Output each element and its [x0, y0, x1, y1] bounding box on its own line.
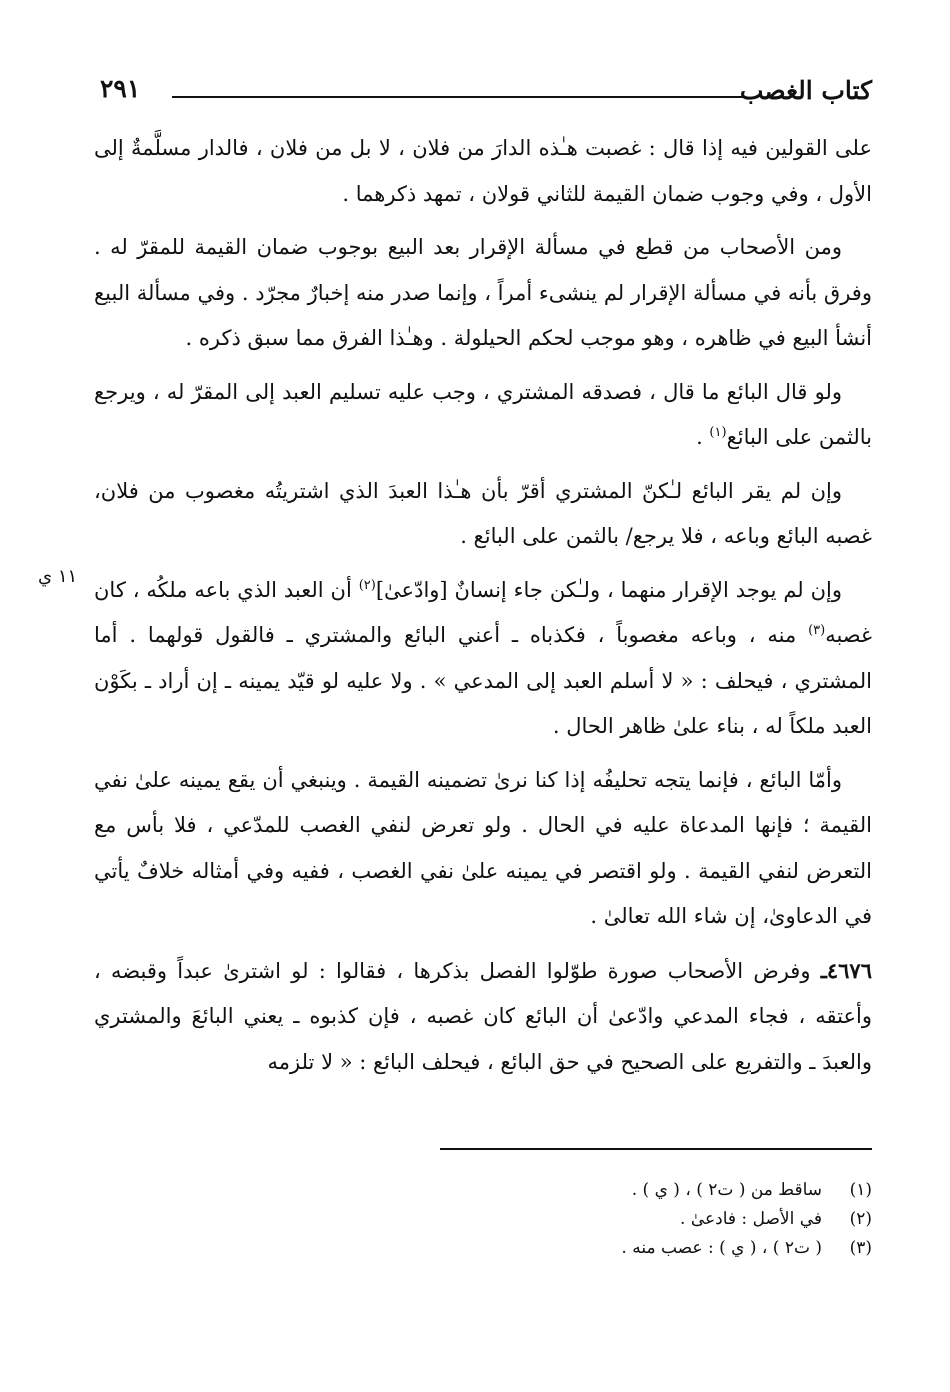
paragraph-text: ولو قال البائع ما قال ، فصدقه المشتري ، وجب عليه تسليم العبد إلى المقرّ له ، ويرجع بالثمن على البائع [94, 379, 872, 449]
paragraph [94, 370, 872, 461]
footnote-text: ساقط من ( ت٢ ) ، ( ي ) . [631, 1180, 822, 1200]
footnote-text: في الأصل : فادعىٰ . [680, 1209, 822, 1229]
paragraph-text: أن العبد الذي باعه ملكُه ، كان غصبه [94, 577, 872, 647]
footnote [372, 1176, 872, 1205]
chapter-title: كتاب الغصب [739, 76, 872, 105]
main-text [94, 126, 872, 1093]
header-rule [172, 96, 744, 98]
paragraph-text: على القولين فيه إذا قال : غصبت هـٰذه الدارَ من فلان ، لا بل من فلان ، فالدار مسلَّمةٌ إلى الأول ، وفي وجوب ضمان القيمة للثاني قولان ، تمهد ذكرهما . [94, 136, 872, 206]
paragraph [94, 225, 872, 362]
footnote-label: (٢) [849, 1209, 872, 1229]
paragraph-text: وأمّا البائع ، فإنما يتجه تحليفُه إذا كنا نرىٰ تضمينه القيمة . وينبغي أن يقع يمينه علىٰ نفي القيمة ؛ فإنها المدعاة عليه في الحال . ولو تعرض لنفي الغصب للمدّعي ، فلا بأس مع التعرض لنفي القيمة . ولو اقتصر في يمينه علىٰ نفي الغصب ، ففيه وفي أمثاله خلافٌ يأتي في الدعاوىٰ، إن شاء الله تعالىٰ . [94, 767, 872, 928]
paragraph [94, 758, 872, 940]
footnote-ref-3: (٣) [808, 623, 826, 638]
paragraph [94, 469, 872, 560]
paragraph-text: منه ، وباعه مغصوباً ، فكذباه ـ أعني البائع والمشتري ـ فالقول قولهما . أما المشتري ، فيحلف : « لا أسلم العبد إلى المدعي » . ولا عليه لو قيّد يمينه ـ إن أراد ـ بكَوْن العبد ملكاً له ، بناء علىٰ ظاهر الحال . [94, 623, 872, 738]
manuscript-margin-note: ١١ ي [38, 566, 78, 587]
paragraph-text: وإن لم يقر البائع لـٰكنّ المشتري أقرّ بأن هـٰذا العبدَ الذي اشتريتُه مغصوب من فلان، غصبه البائع وباعه ، فلا يرجع/ بالثمن على البائع . [94, 478, 872, 548]
paragraph [94, 948, 872, 1086]
paragraph [94, 126, 872, 217]
page-number: ٢٩١ [100, 74, 141, 103]
paragraph-text: وفرض الأصحاب صورة طوّلوا الفصل بذكرها ، فقالوا : لو اشترىٰ عبداً وقبضه ، وأعتقه ، فجاء المدعي وادّعىٰ أن البائع كان غصبه ، فإن كذبوه ـ يعني البائعَ والمشتري والعبدَ ـ والتفريع على الصحيح في حق البائع ، فيحلف البائع : « لا تلزمه [94, 958, 872, 1074]
footnote [372, 1205, 872, 1234]
footnote-text: ( ت٢ ) ، ( ي ) : عصب منه . [621, 1238, 822, 1258]
section-number: ٤٦٧٦ـ [820, 957, 872, 983]
footnote-ref-2: (٢) [358, 577, 376, 593]
footnote-ref-1: (١) [709, 425, 727, 440]
running-header [100, 72, 872, 112]
footnote-label: (٣) [849, 1238, 872, 1258]
paragraph-text: ومن الأصحاب من قطع في مسألة الإقرار بعد البيع بوجوب ضمان القيمة للمقرّ له . وفرق بأنه في مسألة الإقرار لم ينشىء أمراً ، وإنما صدر منه إخبارٌ مجرّد . وفي مسألة البيع أنشأ البيع في ظاهره ، وهو موجب لحكم الحيلولة . وهـٰذا الفرق مما سبق ذكره . [94, 235, 872, 350]
footnote-label: (١) [849, 1180, 872, 1200]
footnote-rule [440, 1148, 872, 1150]
paragraph [94, 568, 872, 750]
paragraph-text: وإن لم يوجد الإقرار منهما ، ولـٰكن جاء إنسانٌ [وادّعىٰ] [375, 577, 842, 602]
footnote [372, 1234, 872, 1263]
footnotes [372, 1176, 872, 1263]
paragraph-text: . [696, 425, 710, 449]
